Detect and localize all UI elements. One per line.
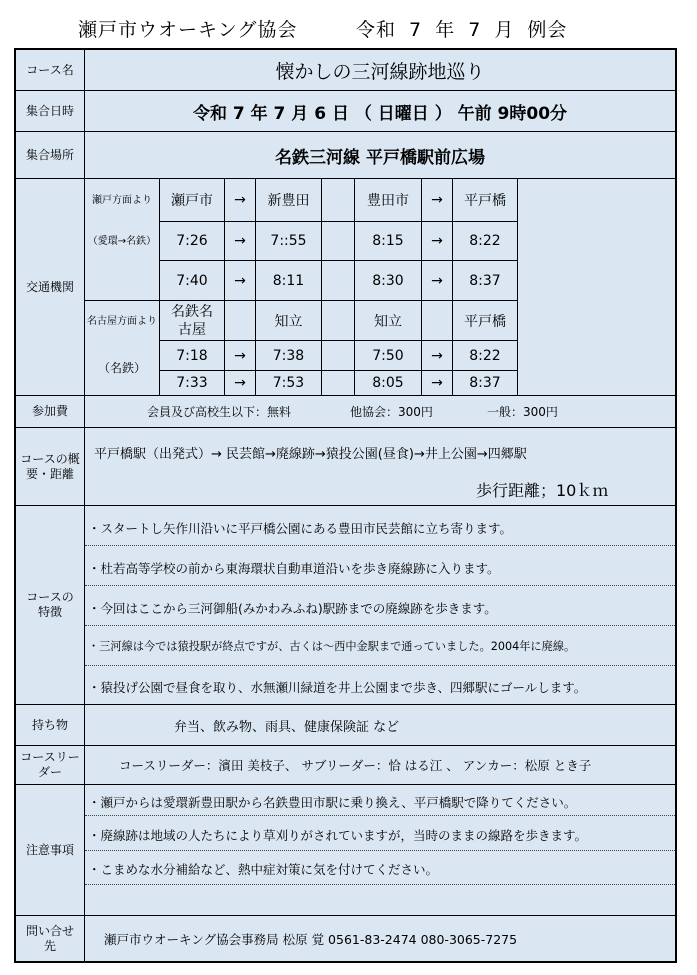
walking-distance: 歩行距離；10ｋｍ [476, 481, 609, 500]
nagoya-time: 7:38 [272, 347, 305, 364]
arrow: → [431, 233, 443, 249]
arrow: → [431, 192, 443, 208]
nagoya-time: 7:18 [176, 347, 208, 364]
seto-time: 7:26 [176, 233, 208, 249]
nagoya-station-3: 知立 [374, 313, 402, 330]
fee-member: 会員及び高校生以下：無料 [147, 405, 292, 419]
note-item: ・瀬戸からは愛環新豊田駅から名鉄豊田市駅に乗り換え、平戸橋駅で降りてください。 [88, 795, 577, 810]
seto-station-1: 瀬戸市 [171, 193, 213, 209]
nagoya-time: 8:37 [469, 375, 501, 391]
nagoya-station-1: 名鉄名古屋 [171, 303, 213, 338]
label-features: コースの特徴 [26, 590, 74, 619]
meeting-date: 令和 7 年 7 月 6 日 （ 日曜日 ） 午前 9時00分 [192, 103, 568, 124]
label-overview: コースの概要・距離 [20, 451, 80, 481]
feature-item: ・今回はここから三河御船(みかわみふね)駅跡までの廃線跡を歩きます。 [88, 601, 497, 616]
nagoya-time: 7:33 [176, 375, 208, 391]
label-notes: 注意事項 [25, 842, 74, 857]
label-leader: コースリーダー [20, 750, 80, 779]
label-items: 持ち物 [31, 717, 68, 732]
label-fee: 参加費 [31, 404, 68, 418]
nagoya-station-2: 知立 [274, 313, 303, 330]
meeting-place: 名鉄三河線 平戸橋駅前広場 [275, 147, 485, 168]
contact-info: 瀬戸市ウオーキング協会事務局 松原 覚 0561-83-2474 080-3065-7275 [104, 931, 518, 947]
nagoya-station-4: 平戸橋 [464, 313, 506, 330]
course-route: 平戸橋駅（出発式）→ 民芸館→廃線跡→猿投公園(昼食)→井上公園→四郷駅 [94, 447, 527, 462]
arrow: → [234, 375, 246, 391]
nagoya-time: 8:22 [469, 347, 501, 364]
feature-item: ・猿投げ公園で昼食を取り、水無瀬川緑道を井上公園まで歩き、四郷駅にゴールします。 [88, 680, 587, 695]
arrow: → [234, 233, 246, 249]
course-leaders: コースリーダー：濱田 美枝子、 サブリーダー：恰 はる江 、 アンカー：松原 とき子 [119, 758, 592, 773]
seto-direction-label: 瀬戸方面より [92, 194, 152, 206]
feature-item: ・三河線は今では猿投駅が終点ですが、古くは～西中金駅まで通っていました。2004年に廃線。 [88, 640, 576, 653]
seto-station-2: 新豊田 [267, 193, 310, 209]
items-to-bring: 弁当、飲み物、雨具、健康保険証 など [174, 719, 400, 735]
fee-general: 一般：300円 [487, 405, 558, 419]
feature-item: ・杜若高等学校の前から東海環状自動車道沿いを歩き廃線跡に入ります。 [88, 561, 500, 576]
label-transport: 交通機関 [25, 279, 74, 294]
nagoya-time: 8:05 [372, 375, 404, 391]
feature-item: ・スタートし矢作川沿いに平戸橋公園にある豊田市民芸館に立ち寄ります。 [88, 521, 513, 536]
seto-line-note: （愛環→名鉄） [87, 235, 157, 247]
seto-time: 8:30 [372, 272, 404, 289]
event-month: 令和 7 年 7 月 例会 [356, 19, 568, 41]
seto-time: 7:40 [176, 272, 208, 289]
label-date: 集合日時 [25, 103, 74, 118]
event-sheet [14, 48, 677, 963]
arrow: → [234, 192, 246, 208]
course-name: 懐かしの三河線跡地巡り [275, 60, 485, 83]
label-contact: 問い合せ先 [25, 923, 74, 953]
note-item: ・こまめな水分補給など、熱中症対策に気を付けてください。 [88, 862, 439, 877]
arrow: → [431, 347, 443, 364]
seto-time: 8:11 [272, 272, 305, 289]
arrow: → [234, 347, 246, 364]
nagoya-time: 7:50 [372, 347, 404, 364]
document-title [0, 14, 697, 46]
nagoya-direction-label: 名古屋方面より [87, 315, 157, 327]
arrow: → [234, 272, 246, 289]
arrow: → [431, 375, 443, 391]
fee-other-association: 他協会：300円 [350, 405, 433, 419]
seto-station-3: 豊田市 [367, 193, 409, 209]
organization-name: 瀬戸市ウオーキング協会 [78, 19, 298, 41]
seto-time: 8:15 [372, 233, 404, 249]
seto-time: 7::55 [270, 233, 307, 249]
note-item: ・廃線跡は地域の人たちにより草刈りがされていますが，当時のままの線路を歩きます。 [88, 828, 588, 843]
arrow: → [431, 272, 443, 289]
seto-time: 8:37 [469, 272, 501, 289]
seto-station-4: 平戸橋 [464, 193, 506, 209]
nagoya-time: 7:53 [272, 375, 305, 391]
label-course-name: コース名 [26, 62, 74, 77]
seto-time: 8:22 [469, 233, 501, 249]
label-place: 集合場所 [25, 147, 74, 162]
nagoya-line-note: （名鉄） [97, 360, 146, 375]
